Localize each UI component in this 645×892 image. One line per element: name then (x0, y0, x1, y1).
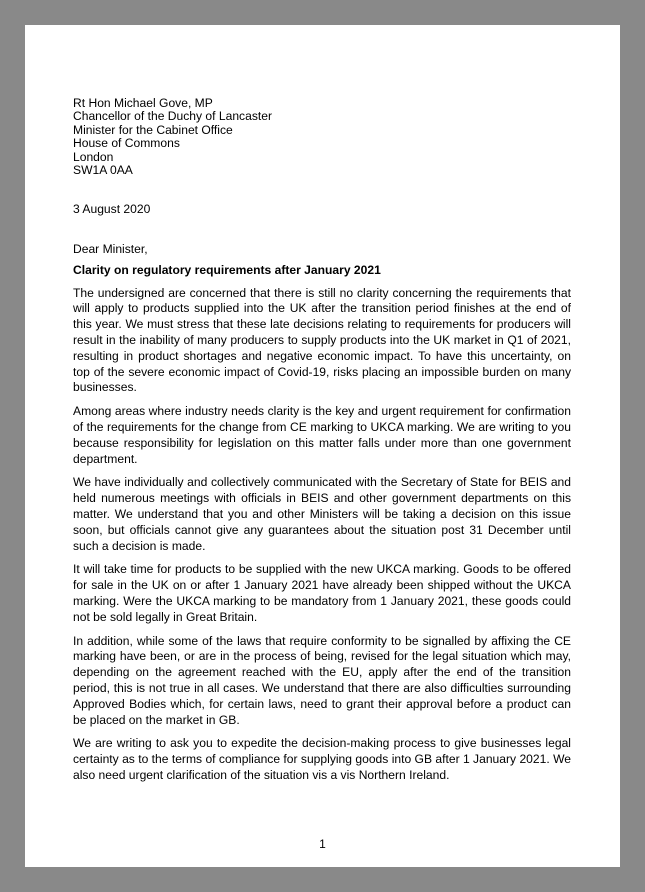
paragraph: Among areas where industry needs clarity is the key and urgent requirement for confirmation of the requirements for the change from CE marking to UKCA marking. We are writing to you because responsibility for legislation on this matter falls under more than one government department. (73, 404, 571, 466)
page-number: 1 (319, 837, 326, 851)
letter-date: 3 August 2020 (73, 202, 151, 217)
salutation: Dear Minister, (73, 241, 148, 256)
paragraph: We have individually and collectively communicated with the Secretary of State for BEIS and held numerous meetings with officials in BEIS and other government departments on this matter. We understand that you and other Ministers will be taking a decision on this issue soon, but officials cannot give any guarantees about the situation post 31 December until such a decision is made. (73, 475, 571, 553)
recipient-address (73, 97, 571, 177)
paragraph: The undersigned are concerned that there is still no clarity concerning the requirements that will apply to products supplied into the UK after the transition period finishes at the end of this year. We must stress that these late decisions relating to requirements for producers will result in the inability of many producers to supply products into the UK market in Q1 of 2021, resulting in product shortages and negative economic impact. To have this uncertainty, on top of the severe economic impact of Covid-19, risks placing an impossible burden on many businesses. (73, 285, 571, 395)
recipient-building: House of Commons (73, 136, 180, 151)
paragraph: We are writing to ask you to expedite the decision-making process to give businesses legal certainty as to the terms of compliance for supplying goods into GB after 1 January 2021. We also need urgent clarification of the situation vis a vis Northern Ireland. (73, 736, 571, 782)
document-page (25, 25, 620, 867)
recipient-name: Rt Hon Michael Gove, MP (73, 96, 213, 110)
recipient-office: Minister for the Cabinet Office (73, 122, 233, 137)
subject-heading: Clarity on regulatory requirements after January 2021 (73, 263, 381, 278)
paragraph: In addition, while some of the laws that require conformity to be signalled by affixing the CE marking have been, or are in the process of being, revised for the legal situation which may, depending on the agreement reached with the EU, apply after the end of the transition period, this is not true in all cases. We understand that there are also difficulties surrounding Approved Bodies which, for certain laws, need to grant their approval before a product can be placed on the market in GB. (73, 633, 571, 727)
recipient-city: London (73, 149, 114, 164)
recipient-title: Chancellor of the Duchy of Lancaster (73, 109, 272, 124)
recipient-postcode: SW1A 0AA (73, 163, 133, 178)
paragraph: It will take time for products to be supplied with the new UKCA marking. Goods to be offered for sale in the UK on or after 1 January 2021 have already been shipped without the UKCA marking. Were the UKCA marking to be mandatory from 1 January 2021, these goods could not be sold legally in Great Britain. (73, 562, 571, 624)
letter-body (73, 97, 571, 784)
